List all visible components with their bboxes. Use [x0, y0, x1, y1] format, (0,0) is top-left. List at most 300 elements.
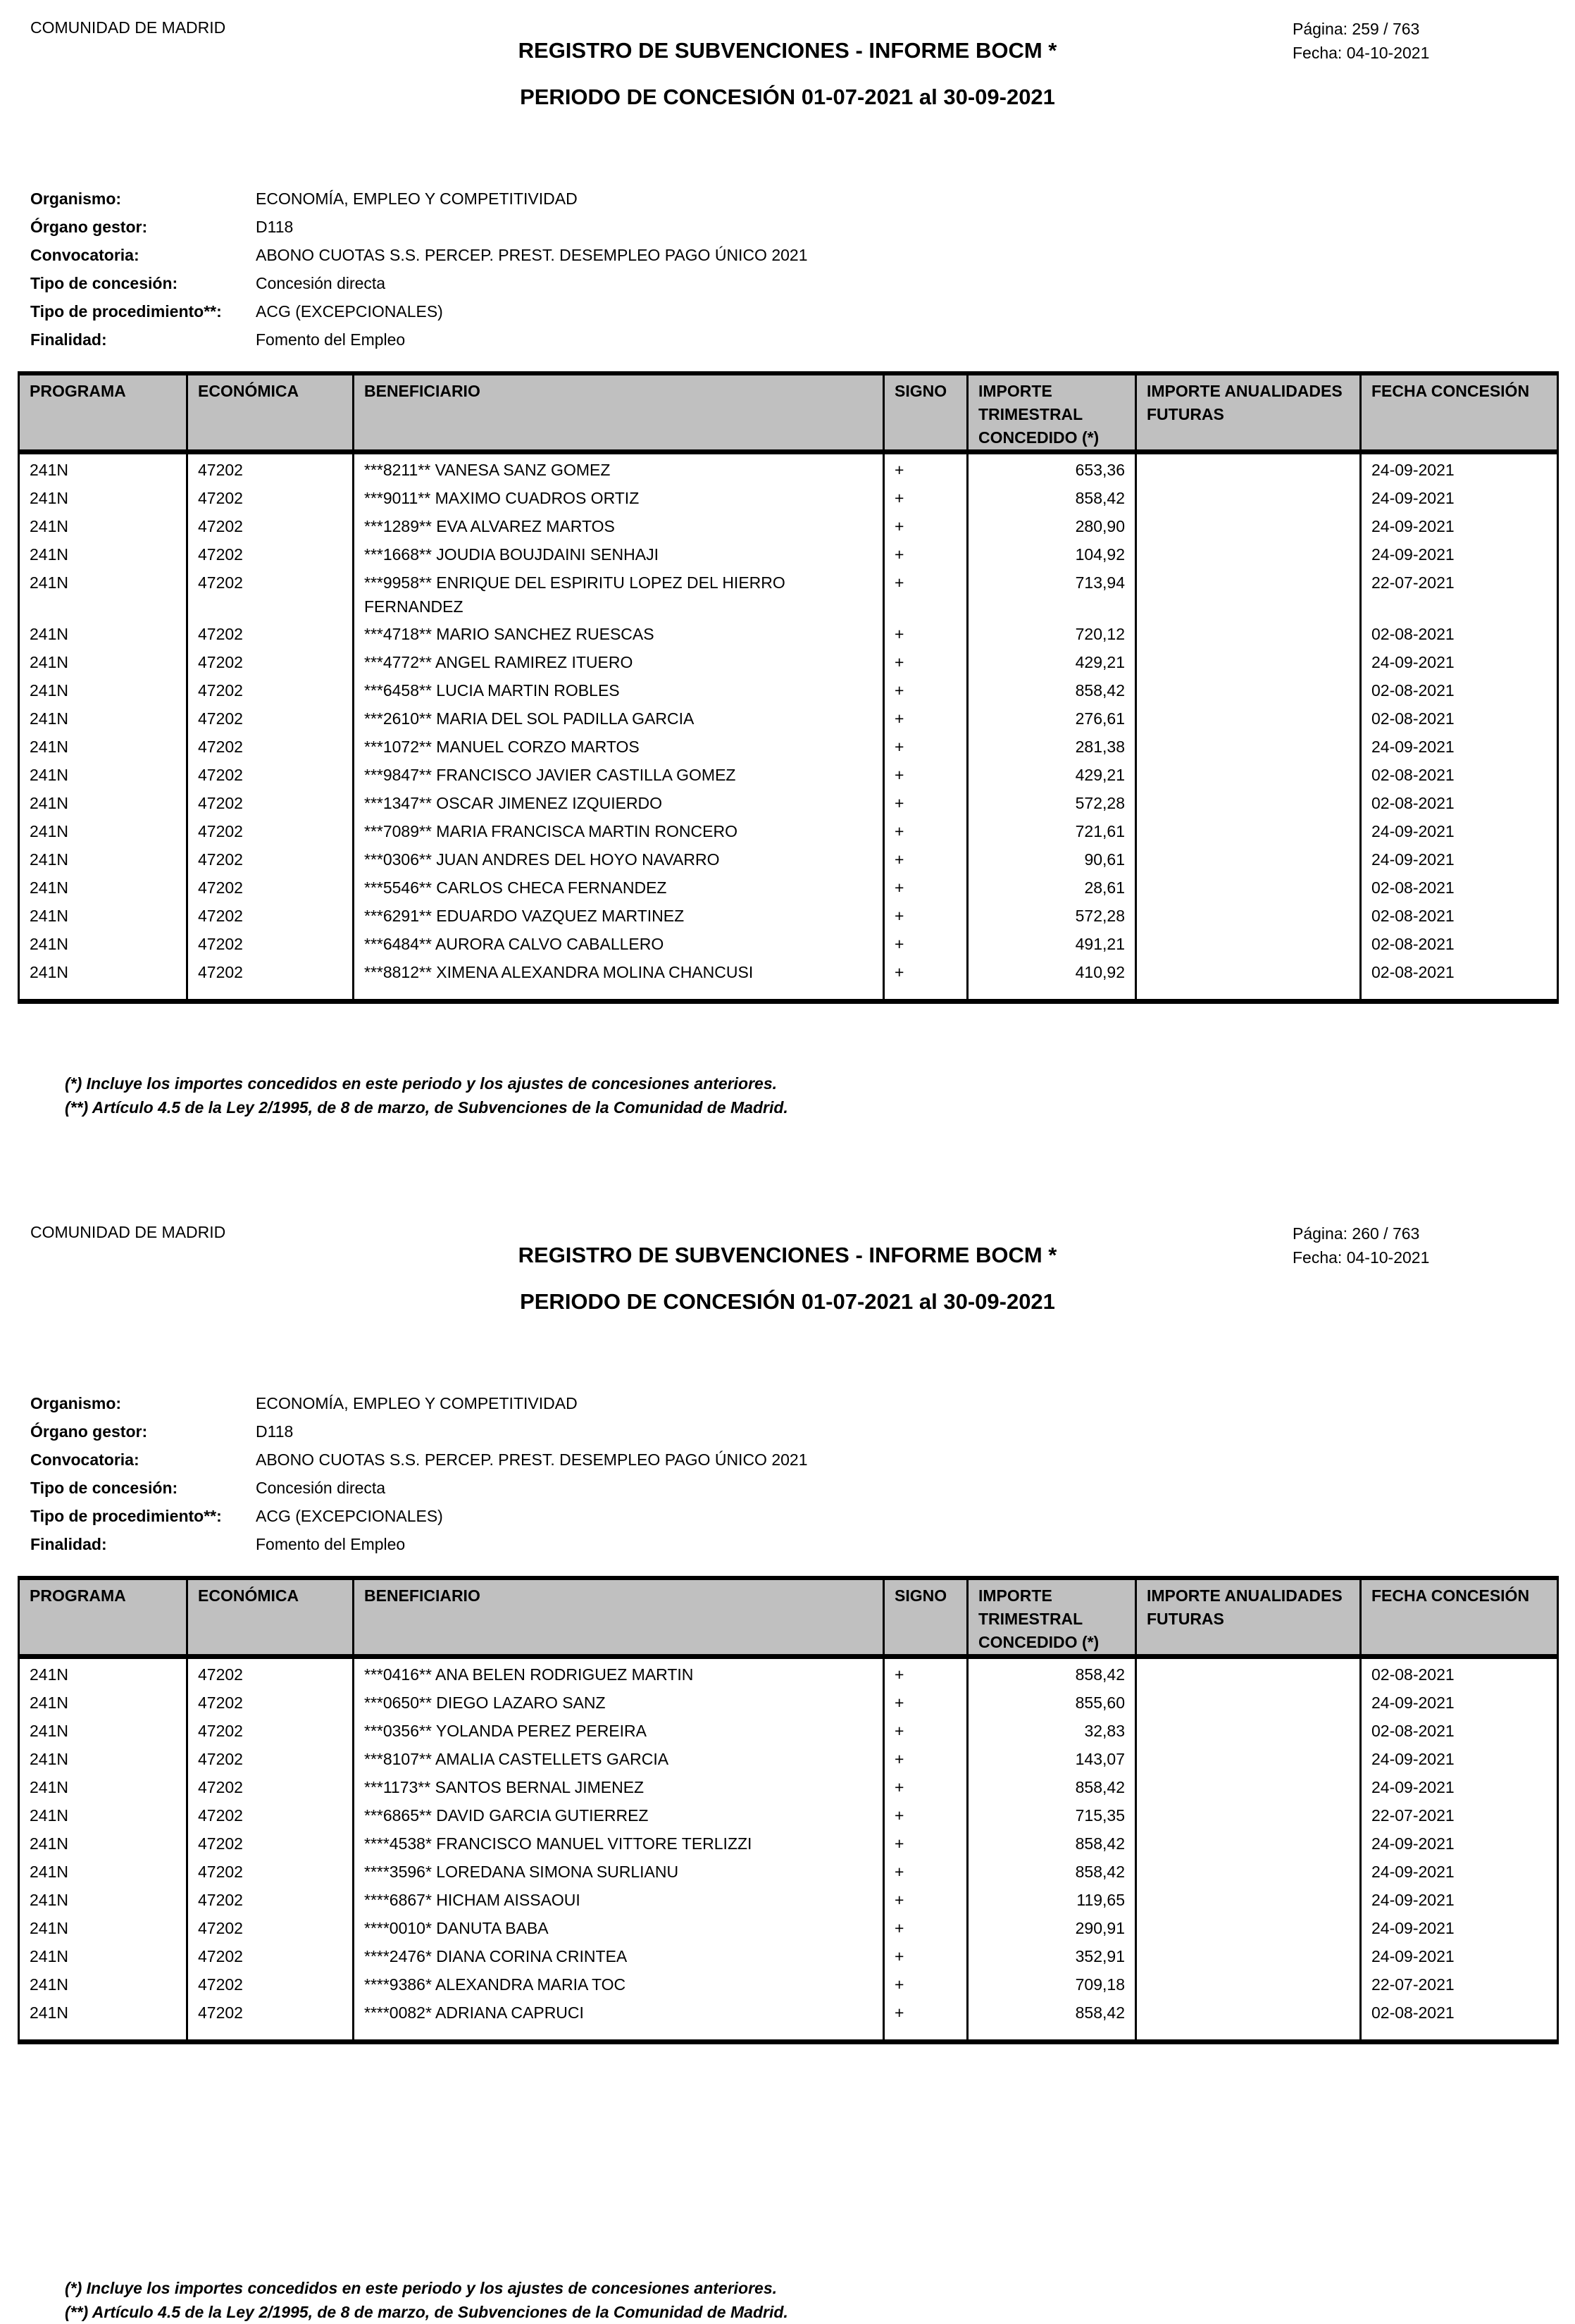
- cell-economica: 47202: [187, 1997, 354, 2025]
- meta-label: Tipo de procedimiento**:: [30, 302, 222, 321]
- cell-importe: 855,60: [968, 1687, 1136, 1715]
- spacer-cell: [354, 2025, 884, 2042]
- cell-futuras: [1136, 1913, 1361, 1941]
- report-period: PERIODO DE CONCESIÓN 01-07-2021 al 30-09-2021: [520, 1289, 1055, 1314]
- cell-futuras: [1136, 452, 1361, 483]
- spacer-cell: [1136, 2025, 1361, 2042]
- cell-importe: 280,90: [968, 511, 1136, 539]
- cell-futuras: [1136, 567, 1361, 619]
- footnotes: [65, 2276, 788, 2324]
- cell-fecha: 24-09-2021: [1361, 1687, 1558, 1715]
- meta-row-organo-gestor: [30, 213, 808, 241]
- cell-economica: 47202: [187, 675, 354, 703]
- metadata-block: [30, 185, 808, 354]
- table-row: [19, 1744, 1558, 1772]
- cell-fecha: 24-09-2021: [1361, 844, 1558, 872]
- meta-value: ACG (EXCEPCIONALES): [256, 1507, 443, 1525]
- cell-importe: 429,21: [968, 759, 1136, 788]
- col-header-programa: PROGRAMA: [19, 1578, 187, 1657]
- cell-futuras: [1136, 619, 1361, 647]
- meta-row-tipo-procedimiento: [30, 1502, 808, 1530]
- cell-signo: +: [884, 647, 968, 675]
- table-row: [19, 928, 1558, 957]
- table-row: [19, 539, 1558, 567]
- cell-programa: 241N: [19, 1828, 187, 1856]
- footnotes: [65, 1071, 788, 1119]
- spacer-cell: [1136, 985, 1361, 1002]
- cell-futuras: [1136, 957, 1361, 985]
- cell-signo: +: [884, 1687, 968, 1715]
- cell-economica: 47202: [187, 619, 354, 647]
- cell-economica: 47202: [187, 1715, 354, 1744]
- cell-signo: +: [884, 844, 968, 872]
- cell-fecha: 24-09-2021: [1361, 731, 1558, 759]
- col-header-importe: IMPORTE TRIMESTRAL CONCEDIDO (*): [968, 1578, 1136, 1657]
- cell-economica: 47202: [187, 928, 354, 957]
- cell-beneficiario: ***4772** ANGEL RAMIREZ ITUERO: [354, 647, 884, 675]
- meta-row-finalidad: [30, 325, 808, 354]
- table-row: [19, 1913, 1558, 1941]
- col-header-importe: IMPORTE TRIMESTRAL CONCEDIDO (*): [968, 373, 1136, 452]
- cell-economica: 47202: [187, 1941, 354, 1969]
- cell-futuras: [1136, 900, 1361, 928]
- table-row: [19, 1856, 1558, 1884]
- cell-futuras: [1136, 1828, 1361, 1856]
- spacer-cell: [884, 985, 968, 1002]
- cell-programa: 241N: [19, 928, 187, 957]
- cell-programa: 241N: [19, 816, 187, 844]
- meta-label: Organismo:: [30, 1394, 122, 1412]
- cell-importe: 720,12: [968, 619, 1136, 647]
- cell-signo: +: [884, 539, 968, 567]
- spacer-cell: [187, 2025, 354, 2042]
- organization-label: COMUNIDAD DE MADRID: [30, 1223, 226, 1241]
- spacer-cell: [968, 2025, 1136, 2042]
- cell-beneficiario: ***9958** ENRIQUE DEL ESPIRITU LOPEZ DEL HIERRO FERNANDEZ: [354, 567, 884, 619]
- report-title: REGISTRO DE SUBVENCIONES - INFORME BOCM *: [518, 1243, 1057, 1267]
- cell-beneficiario: ***0416** ANA BELEN RODRIGUEZ MARTIN: [354, 1657, 884, 1688]
- cell-importe: 429,21: [968, 647, 1136, 675]
- cell-economica: 47202: [187, 816, 354, 844]
- cell-signo: +: [884, 1715, 968, 1744]
- cell-fecha: 22-07-2021: [1361, 567, 1558, 619]
- cell-importe: 28,61: [968, 872, 1136, 900]
- cell-fecha: 02-08-2021: [1361, 759, 1558, 788]
- cell-futuras: [1136, 759, 1361, 788]
- cell-beneficiario: ***1347** OSCAR JIMENEZ IZQUIERDO: [354, 788, 884, 816]
- spacer-cell: [884, 2025, 968, 2042]
- spacer-cell: [1361, 985, 1558, 1002]
- cell-futuras: [1136, 1884, 1361, 1913]
- cell-fecha: 24-09-2021: [1361, 483, 1558, 511]
- cell-programa: 241N: [19, 567, 187, 619]
- col-header-signo: SIGNO: [884, 373, 968, 452]
- cell-importe: 410,92: [968, 957, 1136, 985]
- cell-beneficiario: ***1173** SANTOS BERNAL JIMENEZ: [354, 1772, 884, 1800]
- cell-signo: +: [884, 788, 968, 816]
- cell-programa: 241N: [19, 1800, 187, 1828]
- cell-fecha: 24-09-2021: [1361, 511, 1558, 539]
- meta-label: Convocatoria:: [30, 1450, 139, 1469]
- cell-signo: +: [884, 900, 968, 928]
- col-header-economica: ECONÓMICA: [187, 1578, 354, 1657]
- cell-futuras: [1136, 675, 1361, 703]
- cell-economica: 47202: [187, 957, 354, 985]
- cell-economica: 47202: [187, 539, 354, 567]
- cell-programa: 241N: [19, 539, 187, 567]
- cell-fecha: 24-09-2021: [1361, 452, 1558, 483]
- cell-fecha: 24-09-2021: [1361, 1772, 1558, 1800]
- cell-signo: +: [884, 675, 968, 703]
- cell-importe: 858,42: [968, 1856, 1136, 1884]
- meta-row-tipo-procedimiento: [30, 297, 808, 325]
- cell-programa: 241N: [19, 872, 187, 900]
- cell-economica: 47202: [187, 1913, 354, 1941]
- table-row: [19, 957, 1558, 985]
- cell-futuras: [1136, 1772, 1361, 1800]
- cell-signo: +: [884, 957, 968, 985]
- cell-beneficiario: ****4538* FRANCISCO MANUEL VITTORE TERLIZZI: [354, 1828, 884, 1856]
- cell-fecha: 24-09-2021: [1361, 1856, 1558, 1884]
- cell-importe: 858,42: [968, 1657, 1136, 1688]
- cell-beneficiario: ***9847** FRANCISCO JAVIER CASTILLA GOMEZ: [354, 759, 884, 788]
- cell-economica: 47202: [187, 483, 354, 511]
- table-row: [19, 1772, 1558, 1800]
- cell-futuras: [1136, 788, 1361, 816]
- cell-signo: +: [884, 1856, 968, 1884]
- table-row: [19, 1941, 1558, 1969]
- cell-fecha: 22-07-2021: [1361, 1800, 1558, 1828]
- cell-programa: 241N: [19, 1657, 187, 1688]
- table-row: [19, 1800, 1558, 1828]
- table-row: [19, 703, 1558, 731]
- meta-value: ABONO CUOTAS S.S. PERCEP. PREST. DESEMPLEO PAGO ÚNICO 2021: [256, 1450, 808, 1469]
- cell-economica: 47202: [187, 731, 354, 759]
- cell-signo: +: [884, 759, 968, 788]
- cell-programa: 241N: [19, 452, 187, 483]
- cell-beneficiario: ***8812** XIMENA ALEXANDRA MOLINA CHANCUSI: [354, 957, 884, 985]
- cell-programa: 241N: [19, 619, 187, 647]
- cell-futuras: [1136, 1687, 1361, 1715]
- cell-importe: 653,36: [968, 452, 1136, 483]
- cell-economica: 47202: [187, 759, 354, 788]
- cell-programa: 241N: [19, 1744, 187, 1772]
- table-row: [19, 900, 1558, 928]
- cell-beneficiario: ****2476* DIANA CORINA CRINTEA: [354, 1941, 884, 1969]
- cell-economica: 47202: [187, 1969, 354, 1997]
- cell-futuras: [1136, 731, 1361, 759]
- table-row: [19, 844, 1558, 872]
- cell-economica: 47202: [187, 900, 354, 928]
- cell-signo: +: [884, 619, 968, 647]
- meta-label: Tipo de procedimiento**:: [30, 1507, 222, 1525]
- table-row: [19, 872, 1558, 900]
- table-row: [19, 1997, 1558, 2025]
- table-row: [19, 567, 1558, 619]
- report-period: PERIODO DE CONCESIÓN 01-07-2021 al 30-09-2021: [520, 85, 1055, 109]
- footnote-2: (**) Artículo 4.5 de la Ley 2/1995, de 8 de marzo, de Subvenciones de la Comunidad de Madrid.: [65, 2303, 788, 2321]
- cell-economica: 47202: [187, 1800, 354, 1828]
- cell-fecha: 22-07-2021: [1361, 1969, 1558, 1997]
- meta-value: Concesión directa: [256, 1479, 386, 1497]
- cell-beneficiario: ***2610** MARIA DEL SOL PADILLA GARCIA: [354, 703, 884, 731]
- table-row: [19, 1657, 1558, 1688]
- table-row: [19, 1828, 1558, 1856]
- cell-programa: 241N: [19, 1856, 187, 1884]
- cell-signo: +: [884, 1772, 968, 1800]
- cell-importe: 713,94: [968, 567, 1136, 619]
- footnote-2: (**) Artículo 4.5 de la Ley 2/1995, de 8 de marzo, de Subvenciones de la Comunidad de Madrid.: [65, 1098, 788, 1117]
- cell-futuras: [1136, 511, 1361, 539]
- spacer-cell: [19, 985, 187, 1002]
- cell-fecha: 24-09-2021: [1361, 647, 1558, 675]
- cell-futuras: [1136, 816, 1361, 844]
- cell-signo: +: [884, 452, 968, 483]
- cell-signo: +: [884, 1941, 968, 1969]
- cell-importe: 858,42: [968, 1828, 1136, 1856]
- spacer-cell: [187, 985, 354, 1002]
- subsidies-table: [18, 371, 1559, 1004]
- cell-fecha: 02-08-2021: [1361, 900, 1558, 928]
- cell-beneficiario: ****3596* LOREDANA SIMONA SURLIANU: [354, 1856, 884, 1884]
- meta-value: ABONO CUOTAS S.S. PERCEP. PREST. DESEMPLEO PAGO ÚNICO 2021: [256, 246, 808, 264]
- meta-label: Tipo de concesión:: [30, 1479, 178, 1497]
- cell-beneficiario: ***9011** MAXIMO CUADROS ORTIZ: [354, 483, 884, 511]
- meta-value: ECONOMÍA, EMPLEO Y COMPETITIVIDAD: [256, 1394, 578, 1412]
- col-header-economica: ECONÓMICA: [187, 373, 354, 452]
- cell-programa: 241N: [19, 957, 187, 985]
- cell-futuras: [1136, 1997, 1361, 2025]
- cell-programa: 241N: [19, 1687, 187, 1715]
- spacer-cell: [1361, 2025, 1558, 2042]
- cell-futuras: [1136, 844, 1361, 872]
- cell-importe: 276,61: [968, 703, 1136, 731]
- meta-value: D118: [256, 1422, 294, 1441]
- organization-label: COMUNIDAD DE MADRID: [30, 18, 226, 37]
- page-info: [1293, 1222, 1429, 1269]
- footnote-1: (*) Incluye los importes concedidos en este periodo y los ajustes de concesiones anteriores.: [65, 2279, 778, 2297]
- cell-futuras: [1136, 703, 1361, 731]
- meta-label: Finalidad:: [30, 1535, 107, 1553]
- cell-signo: +: [884, 1744, 968, 1772]
- col-header-futuras: IMPORTE ANUALIDADES FUTURAS: [1136, 373, 1361, 452]
- cell-beneficiario: ****6867* HICHAM AISSAOUI: [354, 1884, 884, 1913]
- cell-beneficiario: ***1072** MANUEL CORZO MARTOS: [354, 731, 884, 759]
- page-number: Página: 260 / 763: [1293, 1224, 1420, 1243]
- cell-economica: 47202: [187, 1744, 354, 1772]
- meta-row-finalidad: [30, 1530, 808, 1558]
- col-header-signo: SIGNO: [884, 1578, 968, 1657]
- cell-signo: +: [884, 1997, 968, 2025]
- cell-programa: 241N: [19, 1884, 187, 1913]
- report-title: REGISTRO DE SUBVENCIONES - INFORME BOCM *: [518, 38, 1057, 63]
- cell-programa: 241N: [19, 1913, 187, 1941]
- cell-fecha: 24-09-2021: [1361, 1941, 1558, 1969]
- cell-importe: 290,91: [968, 1913, 1136, 1941]
- col-header-fecha: FECHA CONCESIÓN: [1361, 1578, 1558, 1657]
- meta-row-convocatoria: [30, 1446, 808, 1474]
- cell-signo: +: [884, 703, 968, 731]
- cell-fecha: 24-09-2021: [1361, 1744, 1558, 1772]
- cell-economica: 47202: [187, 647, 354, 675]
- cell-futuras: [1136, 539, 1361, 567]
- cell-programa: 241N: [19, 703, 187, 731]
- cell-fecha: 02-08-2021: [1361, 1997, 1558, 2025]
- cell-economica: 47202: [187, 567, 354, 619]
- cell-fecha: 02-08-2021: [1361, 619, 1558, 647]
- cell-fecha: 24-09-2021: [1361, 1913, 1558, 1941]
- table-bottom-border: [19, 985, 1558, 1002]
- col-header-futuras: IMPORTE ANUALIDADES FUTURAS: [1136, 1578, 1361, 1657]
- cell-signo: +: [884, 567, 968, 619]
- cell-economica: 47202: [187, 1828, 354, 1856]
- cell-beneficiario: ***6865** DAVID GARCIA GUTIERREZ: [354, 1800, 884, 1828]
- cell-signo: +: [884, 1800, 968, 1828]
- cell-fecha: 02-08-2021: [1361, 1715, 1558, 1744]
- meta-row-organismo: [30, 185, 808, 213]
- table-row: [19, 759, 1558, 788]
- cell-importe: 104,92: [968, 539, 1136, 567]
- cell-futuras: [1136, 647, 1361, 675]
- cell-economica: 47202: [187, 1856, 354, 1884]
- table-row: [19, 675, 1558, 703]
- cell-futuras: [1136, 1800, 1361, 1828]
- cell-signo: +: [884, 1884, 968, 1913]
- cell-beneficiario: ***5546** CARLOS CHECA FERNANDEZ: [354, 872, 884, 900]
- report-date: Fecha: 04-10-2021: [1293, 1248, 1430, 1267]
- meta-value: ECONOMÍA, EMPLEO Y COMPETITIVIDAD: [256, 189, 578, 208]
- col-header-beneficiario: BENEFICIARIO: [354, 1578, 884, 1657]
- cell-programa: 241N: [19, 675, 187, 703]
- cell-fecha: 02-08-2021: [1361, 928, 1558, 957]
- cell-beneficiario: ****9386* ALEXANDRA MARIA TOC: [354, 1969, 884, 1997]
- cell-importe: 858,42: [968, 1997, 1136, 2025]
- cell-beneficiario: ***0650** DIEGO LAZARO SANZ: [354, 1687, 884, 1715]
- cell-fecha: 02-08-2021: [1361, 703, 1558, 731]
- cell-programa: 241N: [19, 1715, 187, 1744]
- cell-fecha: 24-09-2021: [1361, 816, 1558, 844]
- cell-beneficiario: ****0010* DANUTA BABA: [354, 1913, 884, 1941]
- cell-programa: 241N: [19, 759, 187, 788]
- cell-futuras: [1136, 1657, 1361, 1688]
- footnote-1: (*) Incluye los importes concedidos en este periodo y los ajustes de concesiones anteriores.: [65, 1074, 778, 1093]
- cell-fecha: 02-08-2021: [1361, 1657, 1558, 1688]
- cell-fecha: 02-08-2021: [1361, 872, 1558, 900]
- cell-futuras: [1136, 1941, 1361, 1969]
- cell-economica: 47202: [187, 844, 354, 872]
- col-header-beneficiario: BENEFICIARIO: [354, 373, 884, 452]
- meta-row-organismo: [30, 1389, 808, 1417]
- meta-value: D118: [256, 218, 294, 236]
- cell-importe: 491,21: [968, 928, 1136, 957]
- report-date: Fecha: 04-10-2021: [1293, 44, 1430, 62]
- cell-programa: 241N: [19, 1772, 187, 1800]
- table-row: [19, 1884, 1558, 1913]
- cell-importe: 858,42: [968, 675, 1136, 703]
- cell-importe: 281,38: [968, 731, 1136, 759]
- spacer-cell: [354, 985, 884, 1002]
- cell-futuras: [1136, 872, 1361, 900]
- meta-label: Convocatoria:: [30, 246, 139, 264]
- cell-importe: 572,28: [968, 900, 1136, 928]
- cell-economica: 47202: [187, 872, 354, 900]
- cell-importe: 143,07: [968, 1744, 1136, 1772]
- cell-programa: 241N: [19, 731, 187, 759]
- cell-programa: 241N: [19, 844, 187, 872]
- cell-futuras: [1136, 483, 1361, 511]
- cell-importe: 119,65: [968, 1884, 1136, 1913]
- cell-beneficiario: ***0306** JUAN ANDRES DEL HOYO NAVARRO: [354, 844, 884, 872]
- cell-programa: 241N: [19, 1969, 187, 1997]
- cell-signo: +: [884, 731, 968, 759]
- cell-signo: +: [884, 483, 968, 511]
- cell-signo: +: [884, 511, 968, 539]
- cell-programa: 241N: [19, 483, 187, 511]
- metadata-block: [30, 1389, 808, 1558]
- meta-row-tipo-concesion: [30, 269, 808, 297]
- cell-beneficiario: ***0356** YOLANDA PEREZ PEREIRA: [354, 1715, 884, 1744]
- cell-fecha: 02-08-2021: [1361, 675, 1558, 703]
- page-info: [1293, 17, 1429, 65]
- spacer-cell: [19, 2025, 187, 2042]
- table-bottom-border: [19, 2025, 1558, 2042]
- cell-fecha: 02-08-2021: [1361, 957, 1558, 985]
- meta-row-organo-gestor: [30, 1417, 808, 1446]
- table-row: [19, 1969, 1558, 1997]
- table-header-row: [19, 1578, 1558, 1657]
- spacer-cell: [968, 985, 1136, 1002]
- cell-programa: 241N: [19, 511, 187, 539]
- table-row: [19, 647, 1558, 675]
- cell-economica: 47202: [187, 703, 354, 731]
- table-header-row: [19, 373, 1558, 452]
- subsidies-table: [18, 1576, 1559, 2044]
- cell-importe: 572,28: [968, 788, 1136, 816]
- cell-beneficiario: ***1289** EVA ALVAREZ MARTOS: [354, 511, 884, 539]
- cell-programa: 241N: [19, 1997, 187, 2025]
- cell-signo: +: [884, 1913, 968, 1941]
- col-header-programa: PROGRAMA: [19, 373, 187, 452]
- cell-signo: +: [884, 816, 968, 844]
- table-row: [19, 816, 1558, 844]
- col-header-fecha: FECHA CONCESIÓN: [1361, 373, 1558, 452]
- cell-economica: 47202: [187, 1657, 354, 1688]
- cell-signo: +: [884, 1828, 968, 1856]
- cell-programa: 241N: [19, 647, 187, 675]
- cell-futuras: [1136, 1744, 1361, 1772]
- table-row: [19, 619, 1558, 647]
- cell-importe: 32,83: [968, 1715, 1136, 1744]
- cell-economica: 47202: [187, 1884, 354, 1913]
- cell-importe: 352,91: [968, 1941, 1136, 1969]
- cell-importe: 709,18: [968, 1969, 1136, 1997]
- cell-beneficiario: ****0082* ADRIANA CAPRUCI: [354, 1997, 884, 2025]
- page-number: Página: 259 / 763: [1293, 20, 1420, 38]
- cell-signo: +: [884, 928, 968, 957]
- cell-futuras: [1136, 1856, 1361, 1884]
- cell-beneficiario: ***8211** VANESA SANZ GOMEZ: [354, 452, 884, 483]
- meta-value: Concesión directa: [256, 274, 386, 292]
- meta-row-tipo-concesion: [30, 1474, 808, 1502]
- cell-fecha: 24-09-2021: [1361, 539, 1558, 567]
- cell-beneficiario: ***1668** JOUDIA BOUJDAINI SENHAJI: [354, 539, 884, 567]
- table-row: [19, 452, 1558, 483]
- table-row: [19, 511, 1558, 539]
- cell-economica: 47202: [187, 1687, 354, 1715]
- cell-fecha: 24-09-2021: [1361, 1828, 1558, 1856]
- cell-importe: 721,61: [968, 816, 1136, 844]
- cell-beneficiario: ***4718** MARIO SANCHEZ RUESCAS: [354, 619, 884, 647]
